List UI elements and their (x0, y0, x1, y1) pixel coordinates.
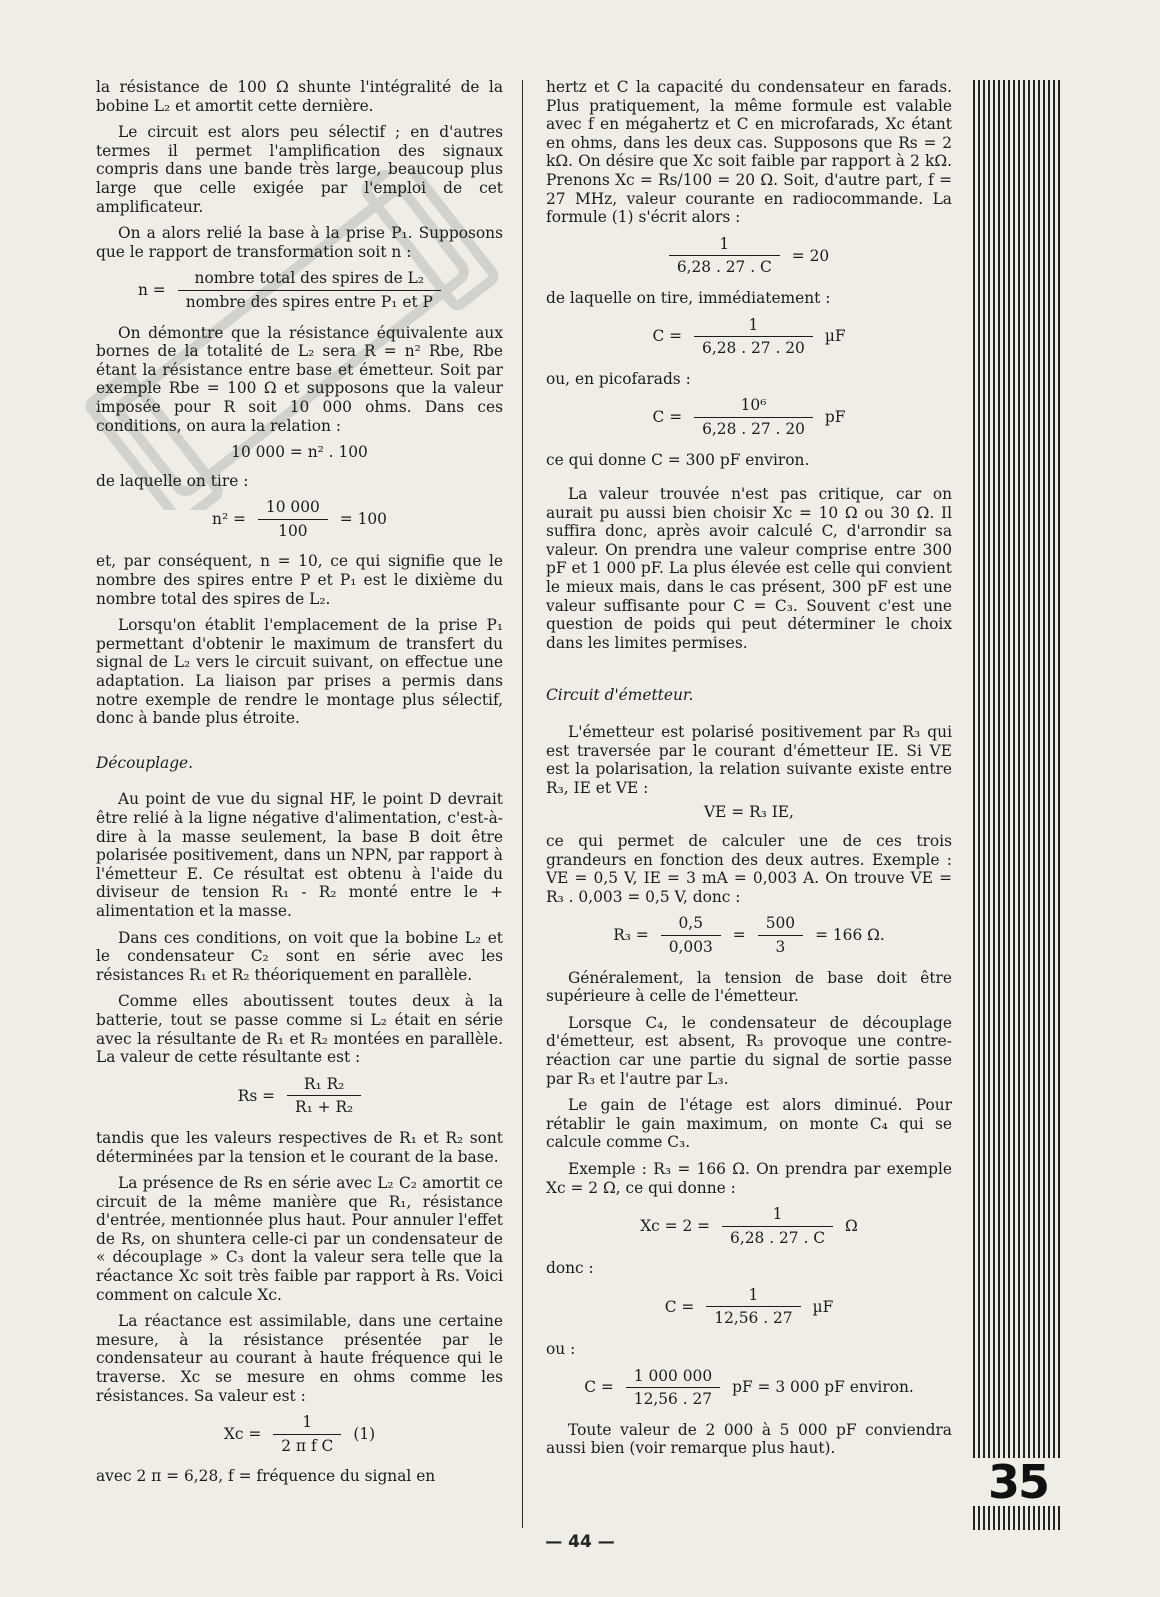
equation-ve: VE = R₃ IE, (704, 803, 794, 822)
equation-xc-example: Xc = 2 = $\frac{1}{6,28 . 27 . C}$ Ω (640, 1205, 858, 1247)
paragraph: La réactance est assimilable, dans une certaine mesure, à la résistance présentée par le condensateur au courant à haute fréquence qui le traverse. Xc se mesure en ohms comme les résistances. Sa valeur est : (96, 1312, 503, 1405)
equation-n-squared: n² = $\frac{10 000}{100}$ = 100 (212, 498, 387, 540)
issue-badge: 35 (966, 1458, 1070, 1506)
paragraph: On démontre que la résistance équivalente aux bornes de la totalité de L₂ sera R = n² Rbe, Rbe étant la résistance entre base et émetteur. Soit par exemple Rbe = 100 Ω et supposons que la valeur imposée pour R soit 10 000 ohms. Dans ces conditions, on aura la relation : (96, 323, 503, 435)
paragraph: Dans ces conditions, on voit que la bobine L₂ et le condensateur C₂ sont en série avec les résistances R₁ et R₂ théoriquement en parallèle. (96, 928, 503, 984)
paragraph: On a alors relié la base à la prise P₁. Supposons que le rapport de transformation soit n : (96, 224, 503, 261)
paragraph: de laquelle on tire : (96, 471, 249, 490)
equation-r3: R₃ = $\frac{0,5}{0,003}$ = $\frac{500}{3}$ = 166 Ω. (613, 914, 885, 956)
paragraph: Lorsque C₄, le condensateur de découplage d'émetteur, est absent, R₃ provoque une contre-réaction car une partie du signal de sortie passe par R₃ et l'autre par L₃. (546, 1013, 952, 1088)
paragraph: Lorsqu'on établit l'emplacement de la prise P₁ permettant d'obtenir le maximum de transfert du signal de L₂ vers le circuit suivant, on effectue une adaptation. La liaison par prises a permis dans notre exemple de rendre le montage plus sélectif, donc à bande plus étroite. (96, 616, 503, 728)
paragraph: ce qui donne C = 300 pF environ. (546, 450, 810, 469)
paragraph: avec 2 π = 6,28, f = fréquence du signal en (96, 1467, 436, 1486)
right-column (546, 78, 952, 1466)
equation-rs: Rs = $\frac{\text{R₁ R₂}}{\text{R₁ + R₂}}$ (96, 1073, 503, 1119)
paragraph: Comme elles aboutissent toutes deux à la batterie, tout se passe comme si L₂ était en série avec la résultante de R₁ et R₂ montées en parallèle. La valeur de cette résultante est : (96, 992, 503, 1067)
section-heading: Découplage. (96, 753, 194, 772)
equation-relation: 10 000 = n² . 100 (231, 443, 368, 462)
equation-xc: Xc = $\frac{1}{\text{2 π f C}}$ (1) (223, 1413, 376, 1455)
paragraph: La valeur trouvée n'est pas critique, car on aurait pu aussi bien choisir Xc = 10 Ω ou 30 Ω. Il suffira donc, après avoir calculé C, d'arrondir sa valeur. On prendra une valeur comprise entre 300 pF et 1 000 pF. La plus élevée est celle qui convient le mieux mais, dans le cas présent, 300 pF est une valeur suffisante pour C = C₃. Souvent c'est une question de poids qui peut déterminer le choix dans les limites permises. (546, 485, 952, 652)
equation-c4-pf: C = $\frac{1 000 000}{12,56 . 27}$ pF = 3 000 pF environ. (584, 1366, 914, 1409)
paragraph: L'émetteur est polarisé positivement par R₃ qui est traversée par le courant d'émetteur IE. Si VE est la polarisation, la relation suivante existe entre R₃, IE et VE : (546, 723, 952, 797)
paragraph: Au point de vue du signal HF, le point D devrait être relié à la ligne négative d'alimentation, c'est-à-dire à la masse seulement, la base B doit être polarisée positivement, dans un NPN, par rapport à l'émetteur E. Ce résultat est obtenu à l'aide du diviseur de tension R₁ - R₂ monté entre le + alimentation et la masse. (96, 790, 503, 920)
equation-n: n = $\frac{\text{nombre total des spires de L₂}}{\text{nombre des spires entre P₁ et P}}$ (132, 267, 503, 313)
equation-c4-uf: C = $\frac{1}{12,56 . 27}$ µF (664, 1285, 834, 1328)
paragraph: Le circuit est alors peu sélectif ; en d'autres termes il permet l'amplification des signaux compris dans une bande très large, beaucoup plus large que celle exigée par l'emploi de cet amplificateur. (96, 123, 503, 216)
paragraph: Le gain de l'étage est alors diminué. Pour rétablir le gain maximum, on monte C₄ qui se calcule comme C₃. (546, 1096, 952, 1152)
paragraph: et, par conséquent, n = 10, ce qui signifie que le nombre des spires entre P et P₁ est le dixième du nombre total des spires de L₂. (96, 552, 503, 608)
paragraph: La présence de Rs en série avec L₂ C₂ amortit ce circuit de la même manière que R₁, résistance d'entrée, mentionnée plus haut. Pour annuler l'effet de Rs, on shuntera celle-ci par un condensateur de « découplage » C₃ dont la valeur sera telle que la réactance Xc soit très faible par rapport à Rs. Voici comment on calcule Xc. (96, 1174, 503, 1304)
paragraph: ou, en picofarads : (546, 369, 691, 388)
paragraph: de laquelle on tire, immédiatement : (546, 288, 831, 307)
paragraph: tandis que les valeurs respectives de R₁ et R₂ sont déterminées par la tension et le courant de la base. (96, 1128, 503, 1166)
paragraph: la résistance de 100 Ω shunte l'intégralité de la bobine L₂ et amortit cette dernière. (96, 78, 503, 115)
section-heading: Circuit d'émetteur. (546, 686, 694, 705)
equation-c-pf: C = $\frac{\text{10⁶}}{6,28 . 27 . 20}$ pF (652, 396, 846, 438)
paragraph: ce qui permet de calculer une de ces trois grandeurs en fonction des deux autres. Exemple : VE = 0,5 V, IE = 3 mA = 0,003 A. On trouve VE = R₃ . 0,003 = 0,5 V, donc : (546, 832, 952, 906)
paragraph: Généralement, la tension de base doit être supérieure à celle de l'émetteur. (546, 968, 952, 1006)
paragraph: Toute valeur de 2 000 à 5 000 pF conviendra aussi bien (voir remarque plus haut). (546, 1420, 952, 1458)
paragraph: donc : (546, 1259, 594, 1278)
column-divider (522, 80, 523, 1528)
barcode-strip (973, 80, 1063, 1530)
left-column (96, 78, 503, 1494)
paragraph: ou : (546, 1340, 576, 1359)
paragraph: hertz et C la capacité du condensateur en farads. Plus pratiquement, la même formule est valable avec f en mégahertz et C en microfarads, Xc étant en ohms, dans les deux cas. Supposons que Rs = 2 kΩ. On désire que Xc soit faible par rapport à 2 kΩ. Prenons Xc = Rs/100 = 20 Ω. Soit, d'autre part, f = 27 MHz, valeur courante en radiocommande. La formule (1) s'écrit alors : (546, 78, 952, 227)
equation-formula: $\frac{1}{6,28 . 27 . C}$ = 20 (546, 233, 952, 279)
equation-c-uf: C = $\frac{1}{6,28 . 27 . 20}$ µF (652, 315, 846, 358)
page-number: — 44 — (545, 1532, 615, 1552)
paragraph: Exemple : R₃ = 166 Ω. On prendra par exemple Xc = 2 Ω, ce qui donne : (546, 1159, 952, 1197)
